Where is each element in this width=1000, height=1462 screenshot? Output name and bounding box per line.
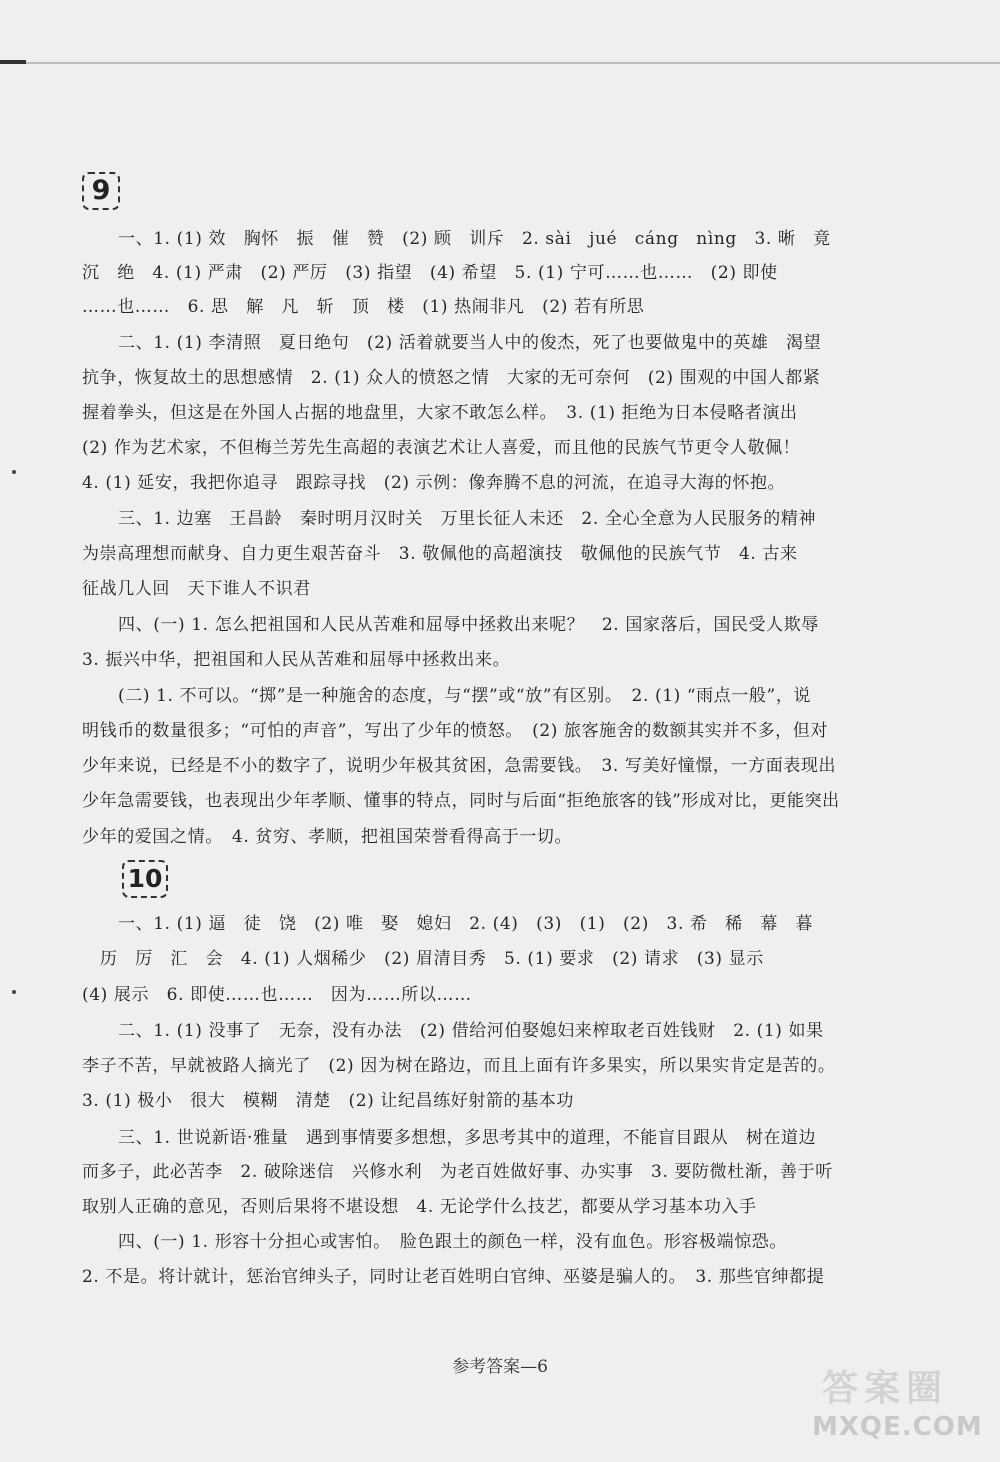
section-10-answer-line: 而多子，此必苦李 2. 破除迷信 兴修水利 为老百姓做好事、办实事 3. 要防微杜渐，善于听 [82, 1162, 833, 1182]
page-footer: 参考答案—6 [452, 1357, 548, 1377]
section-10-answer-line: 三、1. 世说新语·雅量 遇到事情要多想想，多思考其中的道理，不能盲目跟从 树在道边 [118, 1128, 817, 1148]
section-10-answer-line: 历 厉 汇 会 4. (1) 人烟稀少 (2) 眉清目秀 5. (1) 要求 (2) 请求 (3) 显示 [100, 949, 764, 969]
section-10-answer-line: (4) 展示 6. 即使……也…… 因为……所以…… [82, 985, 472, 1005]
section-9-answer-line: 少年的爱国之情。 4. 贫穷、孝顺，把祖国荣誉看得高于一切。 [82, 827, 573, 847]
section-9-answer-line: (2) 作为艺术家，不但梅兰芳先生高超的表演艺术让人喜爱，而且他的民族气节更令人敬佩！ [82, 438, 801, 458]
section-9-answer-line: ……也…… 6. 思 解 凡 斩 顶 楼 (1) 热闹非凡 (2) 若有所思 [82, 297, 645, 317]
section-10-answer-line: 3. (1) 极小 很大 模糊 清楚 (2) 让纪昌练好射箭的基本功 [82, 1091, 574, 1111]
section-10-answer-line: 2. 不是。将计就计，惩治官绅头子，同时让老百姓明白官绅、巫婆是骗人的。 3. 那些官绅都提 [82, 1267, 825, 1287]
section-9-answer-line: 二、1. (1) 李清照 夏日绝句 (2) 活着就要当人中的俊杰，死了也要做鬼中的英雄 渴望 [118, 333, 822, 353]
section-10-answer-line: 一、1. (1) 逼 徒 饶 (2) 唯 娶 媳妇 2. (4) (3) (1) (2) 3. 希 稀 幕 暮 [118, 914, 814, 934]
section-9-answer-line: 三、1. 边塞 王昌龄 秦时明月汉时关 万里长征人未还 2. 全心全意为人民服务的精神 [118, 509, 817, 529]
section-9-answer-line: (二) 1. 不可以。“掷”是一种施舍的态度，与“摆”或“放”有区别。 2. (1) “雨点一般”，说 [118, 686, 812, 706]
margin-dot [12, 990, 16, 994]
section-9-answer-line: 握着拳头，但这是在外国人占据的地盘里，大家不敢怎么样。 3. (1) 拒绝为日本侵略者演出 [82, 403, 798, 423]
section-10-answer-line: 取别人正确的意见，否则后果将不堪设想 4. 无论学什么技艺，都要从学习基本功入手 [82, 1197, 757, 1217]
watermark-logo: 答案圈 [822, 1368, 949, 1409]
section-10-answer-line: 李子不苦，早就被路人摘光了 (2) 因为树在路边，而且上面有许多果实，所以果实肯定是苦的。 [82, 1056, 836, 1076]
section-9-answer-line: 沉 绝 4. (1) 严肃 (2) 严厉 (3) 指望 (4) 希望 5. (1) 宁可……也…… (2) 即使 [82, 263, 778, 283]
section-9-answer-line: 4. (1) 延安，我把你追寻 跟踪寻找 (2) 示例：像奔腾不息的河流，在追寻大海的怀抱。 [82, 473, 786, 493]
top-rule-mark [0, 60, 26, 64]
section-9-answer-line: 抗争，恢复故土的思想感情 2. (1) 众人的愤怒之情 大家的无可奈何 (2) 围观的中国人都紧 [82, 368, 821, 388]
top-rule [0, 62, 1000, 64]
margin-dot [12, 470, 16, 474]
section-9-answer-line: 一、1. (1) 效 胸怀 振 催 赞 (2) 顾 训斥 2. sài jué cáng nìng 3. 晰 竟 [118, 229, 831, 249]
section-10-badge: 10 [122, 860, 168, 898]
section-9-answer-line: 四、(一) 1. 怎么把祖国和人民从苦难和屈辱中拯救出来呢？ 2. 国家落后，国民受人欺辱 [118, 615, 819, 635]
section-9-answer-line: 少年急需要钱，也表现出少年孝顺、懂事的特点，同时与后面“拒绝旅客的钱”形成对比，更能突出 [82, 791, 840, 811]
section-9-badge: 9 [82, 172, 120, 210]
watermark-url: MXQE.COM [812, 1412, 983, 1442]
section-9-answer-line: 为崇高理想而献身、自力更生艰苦奋斗 3. 敬佩他的高超演技 敬佩他的民族气节 4. 古来 [82, 544, 798, 564]
section-10-answer-line: 二、1. (1) 没事了 无奈，没有办法 (2) 借给河伯娶媳妇来榨取老百姓钱财 2. (1) 如果 [118, 1021, 824, 1041]
section-9-answer-line: 明钱币的数量很多；“可怕的声音”，写出了少年的愤怒。 (2) 旅客施舍的数额其实并不多，但对 [82, 721, 828, 741]
section-9-answer-line: 3. 振兴中华，把祖国和人民从苦难和屈辱中拯救出来。 [82, 650, 511, 670]
section-10-answer-line: 四、(一) 1. 形容十分担心或害怕。 脸色跟土的颜色一样，没有血色。形容极端惊恐。 [118, 1232, 787, 1252]
section-9-answer-line: 少年来说，已经是不小的数字了，说明少年极其贫困，急需要钱。 3. 写美好憧憬，一方面表现出 [82, 756, 837, 776]
section-9-answer-line: 征战几人回 天下谁人不识君 [82, 579, 311, 599]
